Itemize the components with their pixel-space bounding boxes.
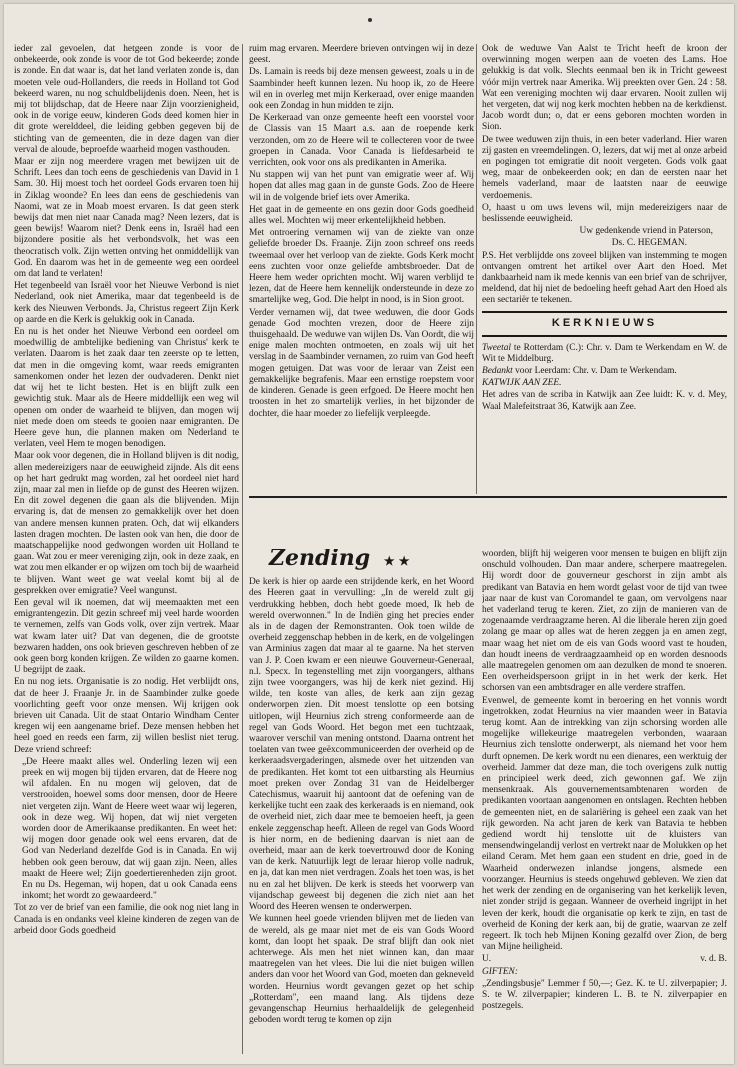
letter-quote: „De Heere maakt alles wel. Onderling lezen wij een preek en wij mogen bij tijden ervaren, dat de Heere nog wil afdalen. En nu mogen wij geloven, dat de verstrooiden, hoewel soms door mensen, door de Heere niet vergeten zijn. Want de Heere weet waar wij legeren, ook in deze weg. Wij hopen, dat wij niet vergeten worden door de Amerikaanse predikanten. En weet het: wij mogen door genade ook wel eens ervaren, dat de God van Nederland dezelfde God is in Canada. En wij hebben ook geen berouw, dat wij gaan zijn. Neen, alles maakt de Heere wel; Zijn goedertierenheden zijn groot. En nu Ds. Hegeman, wij hopen, dat u ook Canada eens inkomt; het wordt zo gewaardeerd.": [22, 756, 237, 902]
article-paragraph: De Kerkeraad van onze gemeente heeft een voorstel voor de Classis van 15 Maart a.s. aan de roepende kerk verzonden, om zo de Heere wil te collecteren voor de twee groepen in Canada. Voor Canada is liefdesarbeid te verrichten, ook voor ons als predikanten in Amerika.: [249, 113, 474, 169]
kerknieuws-item: [482, 366, 727, 377]
article-paragraph: We kunnen heel goede vrienden blijven met de lieden van de wereld, als ge maar niet met de eis van Gods Woord komt, dan loopt het spaak. De straf blijft dan ook niet achterwege. Als men het niet winnen kan, dan maar maatregelen van het vlees. Die lui die niet buigen willen anders dan voor het Woord van God, moeten dan gekneveld worden. Heurnius wordt gevangen gezet op het schip „Rotterdam", een maand lang. Als tijdens deze gevangenschap Heurnius herhaaldelijk de gelegenheid geboden wordt terug te komen op zijn: [249, 914, 474, 1026]
article-paragraph: O, haast u om uws levens wil, mijn medereizigers naar de beslissende eeuwigheid.: [482, 202, 727, 225]
postscript: P.S. Het verblijdde ons zoveel blijken van instemming te mogen ontvangen omtrent het artikel over Aart den Hoed. Met dankbaarheid nam ik mede kennis van een brief van de schrijver, meldend, dat hij niet de bedoeling heeft gehad Aart den Hoed als een sectariër te tekenen.: [482, 250, 727, 306]
kerknieuws-item: [482, 343, 727, 365]
article-paragraph: En nu is het onder het Nieuwe Verbond een oordeel om moedwillig de ambtelijke bediening van Christus' kerk te verlaten. Daarom is het zaak daar ten zeerste op te letten, dat men in die omgeving komt, waar reeds emigranten samenkomen onder het lezen der oudvaderen. Denkt niet dat wij het te licht besten. Het is en blijft zulk een gewichtig stuk. Maar als de Heere middellijk een weg wil openen om onder de waarheid te blijven, dan mogen wij niet mede doen om steeds te gooien naar emigranten. De Heere geve hun, die plannen maken om Nederland te verlaten, veel Hem te mogen benodigen.: [14, 327, 239, 450]
kerknieuws-text: te Rotterdam (C.): Chr. v. Dam te Werkendam en W. de Wit te Middelburg.: [482, 342, 727, 364]
article-paragraph: Ook de weduwe Van Aalst te Tricht heeft de kroon der overwinning mogen werpen aan de voeten des Lams. Hoe gelukkig is dat volk. Slechts eenmaal ben ik in Tricht geweest vóór mijn vertrek naar Amerika. Wij preekten over Gen. 24 : 58. Wat een vereniging mochten wij daar ervaren. Nooit zullen wij het vergeten, dat wij nog kerk mochten hebben na de kerkdienst. Jacob wordt dun; o, dat er eens geboren mochten worden in Sion.: [482, 44, 727, 133]
giften-heading: GIFTEN:: [482, 966, 518, 977]
signoff: [482, 954, 727, 965]
article-paragraph: ruim mag ervaren. Meerdere brieven ontvingen wij in deze geest.: [249, 44, 474, 66]
zending-heading: [269, 549, 474, 571]
kerknieuws-text: voor Leerdam: Chr. v. Dam te Werkendam.: [512, 366, 677, 377]
article-paragraph: Maar er zijn nog meerdere vragen met bewijzen uit de Schrift. Lees dan toch eens de geschiedenis van David in 1 Sam. 30. Hij moest toch het oordeel Gods ervaren toen hij in Ziklag woonde? En lees dan eens de geschiedenis van Naomi, wat ze in Moab moest ervaren. Is dat geen sterk bewijs dat men niet naar Canada mag? Neen lezers, dat is geen bewijs! Waarom niet? Denk eens in, Israël had een bijzondere positie als het verbondsvolk, het was een theocratisch volk. Zijn wetten ontving het onmiddellijk van God. En daarom was het in de gemeente weg een oordeel om dat land te verlaten!: [14, 157, 239, 280]
stars-icon: ★ ★: [383, 554, 410, 568]
article-paragraph: De kerk is hier op aarde een strijdende kerk, en het Woord des Heeren gaat in vervulling: „In de wereld zult gij verdrukking hebben, doch hebt goede moed, Ik heb de wereld overwonnen." In de Indiën ging het precies ender als in de dagen der Remonstranten. Ook toen wilde de overheid zeggenschap hebben in de kerk, en de volgelingen van Arminius zagen dat maar al te gaarne. Na het sterven van J. P. Coen kwam er een nieuwe Gouverneur-Generaal, n.l. Specx. In tegenstelling met zijn voorgangers, althans zijn twee voorgangers, was hij de kerk niet gezind. Hij wilde, ten koste van alles, de kerk aan zijn gezag onderworpen zien. Dit moest tenslotte op een botsing uitlopen, wijl Heurnius zich streng conformeerde aan de regel van Gods Woord. Het begon met een tuchtzaak, waarover verschil van mening ontstond. Daarna ontrent het toelaten van twee geëxcommuniceerden der overheid op de kerkeraadsvergaderingen, alsmede over het uitzenden van de predikanten. Het komt tot een uitbarsting als Heurnius moet preken over Zondag 31 van de Heidelberger Catechismus, waaruit hij aantoont dat de oefening van de kerkelijke tucht een zaak des kerkeraads is en niemand, ook de overheid niet, zich daar mee te bemoeien heeft, ja geen enkele zeggenschap heeft. Alleen de regel van Gods Woord is hier norm, en de bediening daarvan is niet aan de overheid, maar aan de kerk toevertrouwd door de Koning van de kerk. Natuurlijk legt de leraar hierop volle nadruk, en ja, dat kan men niet verdragen. Zoals het toen was, is het nu en zal het blijven. De kerk is steeds het voorwerp van vijandschap geweest bij degenen die zich niet aan het Woord des Heeren wensen te onderwerpen.: [249, 577, 474, 913]
article-paragraph: Verder vernamen wij, dat twee weduwen, die door Gods genade God mochten vrezen, door de Heere zijn thuisgehaald. De weduwe van wijlen Ds. Van Oordt, die wij enige malen mochten ontmoeten, en zoals wij uit het verslag in de Saambinder vernamen, zo ruim van God heeft mogen getuigen. Dat was voor de leraar van Zeist een gemakkelijke begrafenis. Maar een ernstige roepstem voor de kinderen. Genade is geen erfgoed. De Heere mocht hen troosten in het zo smartelijk verlies, in het bijzonder de dochter, die haar moeder zo liefelijk verpleegde.: [249, 307, 474, 419]
zending-title: Zending: [269, 549, 371, 571]
article-column-1: [14, 44, 239, 1054]
katwijk-heading: KATWIJK AAN ZEE.: [482, 378, 562, 389]
article-paragraph: De twee weduwen zijn thuis, in een beter vaderland. Hier waren zij gasten en vreemdelingen. O, lezers, dat wij met al onze arbeid en pogingen tot emigratie dit nooit vergeten. Gods volk gaat weg, maar de onbekeerden ook; en dan de eersten naar het hemels vaderland, maar de laatsten naar de eeuwige verdoemenis.: [482, 134, 727, 201]
article-paragraph: woorden, blijft hij weigeren voor mensen te buigen en blijft zijn onschuld volhouden. Dan maar andere, scherpere maatregelen. Hij wordt door de gouverneur geschorst in zijn ambt als predikant van Batavia en hem wordt gelast voor de tijd van twee jaar naar de kust van Coromandel te gaan, om vervolgens naar het vaderland terug te keren. Ziet, zo zijn de manieren van de zogenaamde verdraagzame heren. Al die liberale heren zijn goed zolang ge maar op alles wat de heren zeggen ja en amen zegt, maar waag het niet om de eis van Gods woord vast te houden, dan houdt ineens de verdraagzaamheid op en worden desnoods alle maatregelen genomen om aan dezulken de mond te snoeren. Een overheidspersoon grijpt in in het werk der kerk. Het schorsen van een ambtsdrager en alle verdere straffen.: [482, 549, 727, 694]
kerknieuws-label: Tweetal: [482, 342, 511, 353]
kerknieuws-label: Bedankt: [482, 366, 513, 377]
signature-name: Ds. C. HEGEMAN.: [611, 238, 687, 249]
article-paragraph: En nu nog iets. Organisatie is zo nodig. Het verblijdt ons, dat de heer J. Fraanje Jr. in de Saambinder zulke goede voorlichting geeft voor onze mensen. Wij krijgen ook brieven uit Canada. Uit de staat Ontario Windham Center kregen wij een aangename brief. Deze mensen hebben het heel goed en reeds een farm, zij willen beslist niet terug. Deze vriend schreef:: [14, 677, 239, 755]
article-paragraph: Het tegenbeeld van Israël voor het Nieuwe Verbond is niet Nederland, ook niet Amerika, maar dat tegenbeeld is de kerk des Nieuwen Verbonds. Ja, Christus regeert Zijn Kerk op aarde en die Kerk is gelukkig ook in Canada.: [14, 281, 239, 325]
signature-greeting: Uw gedenkende vriend in Paterson,: [579, 226, 713, 237]
kerknieuws-banner: [482, 311, 727, 337]
page-ornament: [368, 18, 372, 22]
kerknieuws-heading: KERKNIEUWS: [544, 318, 665, 329]
article-paragraph: ieder zal gevoelen, dat hetgeen zonde is voor de onbekeerde, ook zonde is voor de tot God bekeerde; zonde is zonde. En dat waar is, dat het land verlaten zonde is, dan moeten vele oud-Hollanders, die reeds in Holland tot God bekeerd waren, nu nog schuldbelijdenis doen. Neen, het is mij tot blijdschap, dat de Heere naar Zijn voorzienigheid, ook in de vorige eeuw, kinderen Gods deed komen hier in dit grote werelddeel, die leiding gebben gegeven bij de stichting van de gemeenten, die in deze dagen van dier verval de aloude, beproefde waarheid mogen vasthouden.: [14, 44, 239, 155]
article-paragraph: Tot zo ver de brief van een familie, die ook nog niet lang in Canada is en ondanks veel kleine kinderen de zegen van de arbeid door Gods goedheid: [14, 903, 239, 936]
article-paragraph: Het gaat in de gemeente en ons gezin door Gods goedheid alles wel. Mochten wij meer erkentelijkheid hebben.: [249, 204, 474, 227]
article-paragraph: Met ontroering vernamen wij van de ziekte van onze geliefde broeder Ds. Fraanje. Zijn zoon schreef ons reeds tweemaal over het verloop van de ziekte. Gods Kerk mocht eens zuchten voor onze geliefde ambtsbroeder. Dat de Heere hem weder oprichten mocht. Wij waren verblijd te lezen, dat de Heere hem kennelijk ondersteunde in deze zo smartelijke weg, God. Die helpt in nood, is in Sion groot.: [249, 228, 474, 306]
article-paragraph: Een geval wil ik noemen, dat wij meemaakten met een emigrantengezin. Dit gezin schreef mij veel harde woorden te vernemen, zelfs van Gods volk, over zijn vertrek. Maar wat kwam later uit? Dat van degenen, die de grootste bezwaren hadden, ons ook brieven geschreven hebben of ze ook geen borg konden krijgen. Ze wilden zo gaarne komen. U begrijpt de zaak.: [14, 597, 239, 676]
giften-text: „Zendingsbusje" Lemmer f 50,—; Gez. K. te U. zilverpapier; J. S. te W. zilverpapier; kinderen L. B. te N. zilverpapier en postzegels.: [482, 978, 727, 1012]
article-column-2: [249, 44, 474, 544]
signoff-left: U.: [482, 954, 492, 965]
column-divider-2: [476, 44, 477, 494]
column-divider-1: [242, 44, 243, 1054]
zending-right-column: [482, 549, 727, 1054]
article-paragraph: Nu stappen wij van het punt van emigratie weer af. Wij hopen dat alles mag gaan in de gunste Gods. Zoo de Heere wil in de volgende brief iets over Amerika.: [249, 170, 474, 203]
article-column-3: [482, 44, 727, 544]
article-paragraph: Maar ook voor degenen, die in Holland blijven is dit nodig, allen medereizigers naar de eeuwigheid zijnde. Als dit eens op het hart gedrukt mag worden, zal het oordeel niet hard zijn, maar zal men in liefde op de gunst des Heeren wijzen. En dit zowel degenen die gaan als die blijvenden. Mijn ervaring is, dat de mensen zo gemakkelijk over het doen van andere mensen kunnen praten. Och, dat wij elkanders lasten dragen mochten. De lasten ook van hen, die door de maatschappelijke nood gedwongen worden uit Holland te gaan. Wat zou er meer vereniging zijn, ook in deze zaak, en wat zou men elkander er op wijzen om toch bij de waarheid te blijven. Want weet ge wat veelal komt bij al de gesprekken over emigratie? Veel wangunst.: [14, 451, 239, 596]
signoff-right: v. d. B.: [700, 954, 727, 965]
article-paragraph: Evenwel, de gemeente komt in beroering en het vonnis wordt ingetrokken, zodat Heurnius na vier maanden weer in Batavia terug komt. Aan de intrekking van zijn schorsing worden alle mogelijke willekeurige maatregelen verbonden, waaraan Heurnius zich tenslotte onderwerpt, als niemand het voor hem durft opnemen. De kerk wordt nu een dienares, een werktuig der overheid. Jammer dat deze man, die toch overigens zulk nuttig en principieel werk deed, zich gewonnen gaf. We zijn mensenkraak. Als gouvernementsambtenaren worden de predikanten voortaan aangenomen en ontslagen. Rechten hebben de gemeenten niet, en de salariëring is geheel een zaak van het rijk geworden. Na acht jaren de kerk van Batavia te hebben gediend wordt hij tenslotte uit de kluisters van mensendwingelandij verlost en vertrekt naar de Molukken op het eiland Ceram. Met hem gaan een student en drie, goed in de Waarheid onderwezen inlandse jongens, alsmede een voorzanger. Heurnius is steeds ongehuwd gebleven. We zien dat het werk der zending en de organisering van het kerkelijk leven, niet zonder strijd is gegaan. Wanneer de overheid ingrijpt in het leven der kerk, houdt die organisatie op kerk te zijn, en tast de overheid de Koning der kerk aan, bij de gratie, waarvan ze zelf regeert. Ik toch heb Mijnen Koning gezalfd over Zion, de berg van Mijne heiligheid.: [482, 695, 727, 953]
katwijk-text: Het adres van de scriba in Katwijk aan Zee luidt: K. v. d. Mey, Waal Malefeitstraat 36, Katwijk aan Zee.: [482, 390, 727, 412]
newspaper-page: [4, 4, 734, 1064]
zending-left-column: [249, 549, 474, 1054]
article-paragraph: Ds. Lamain is reeds bij deze mensen geweest, zoals u in de Saambinder heeft kunnen lezen. Nu hoop ik, zo de Heere wil en in overleg met mijn Kerkeraad, over enige maanden ook een Zondag in hun midden te zijn.: [249, 67, 474, 112]
